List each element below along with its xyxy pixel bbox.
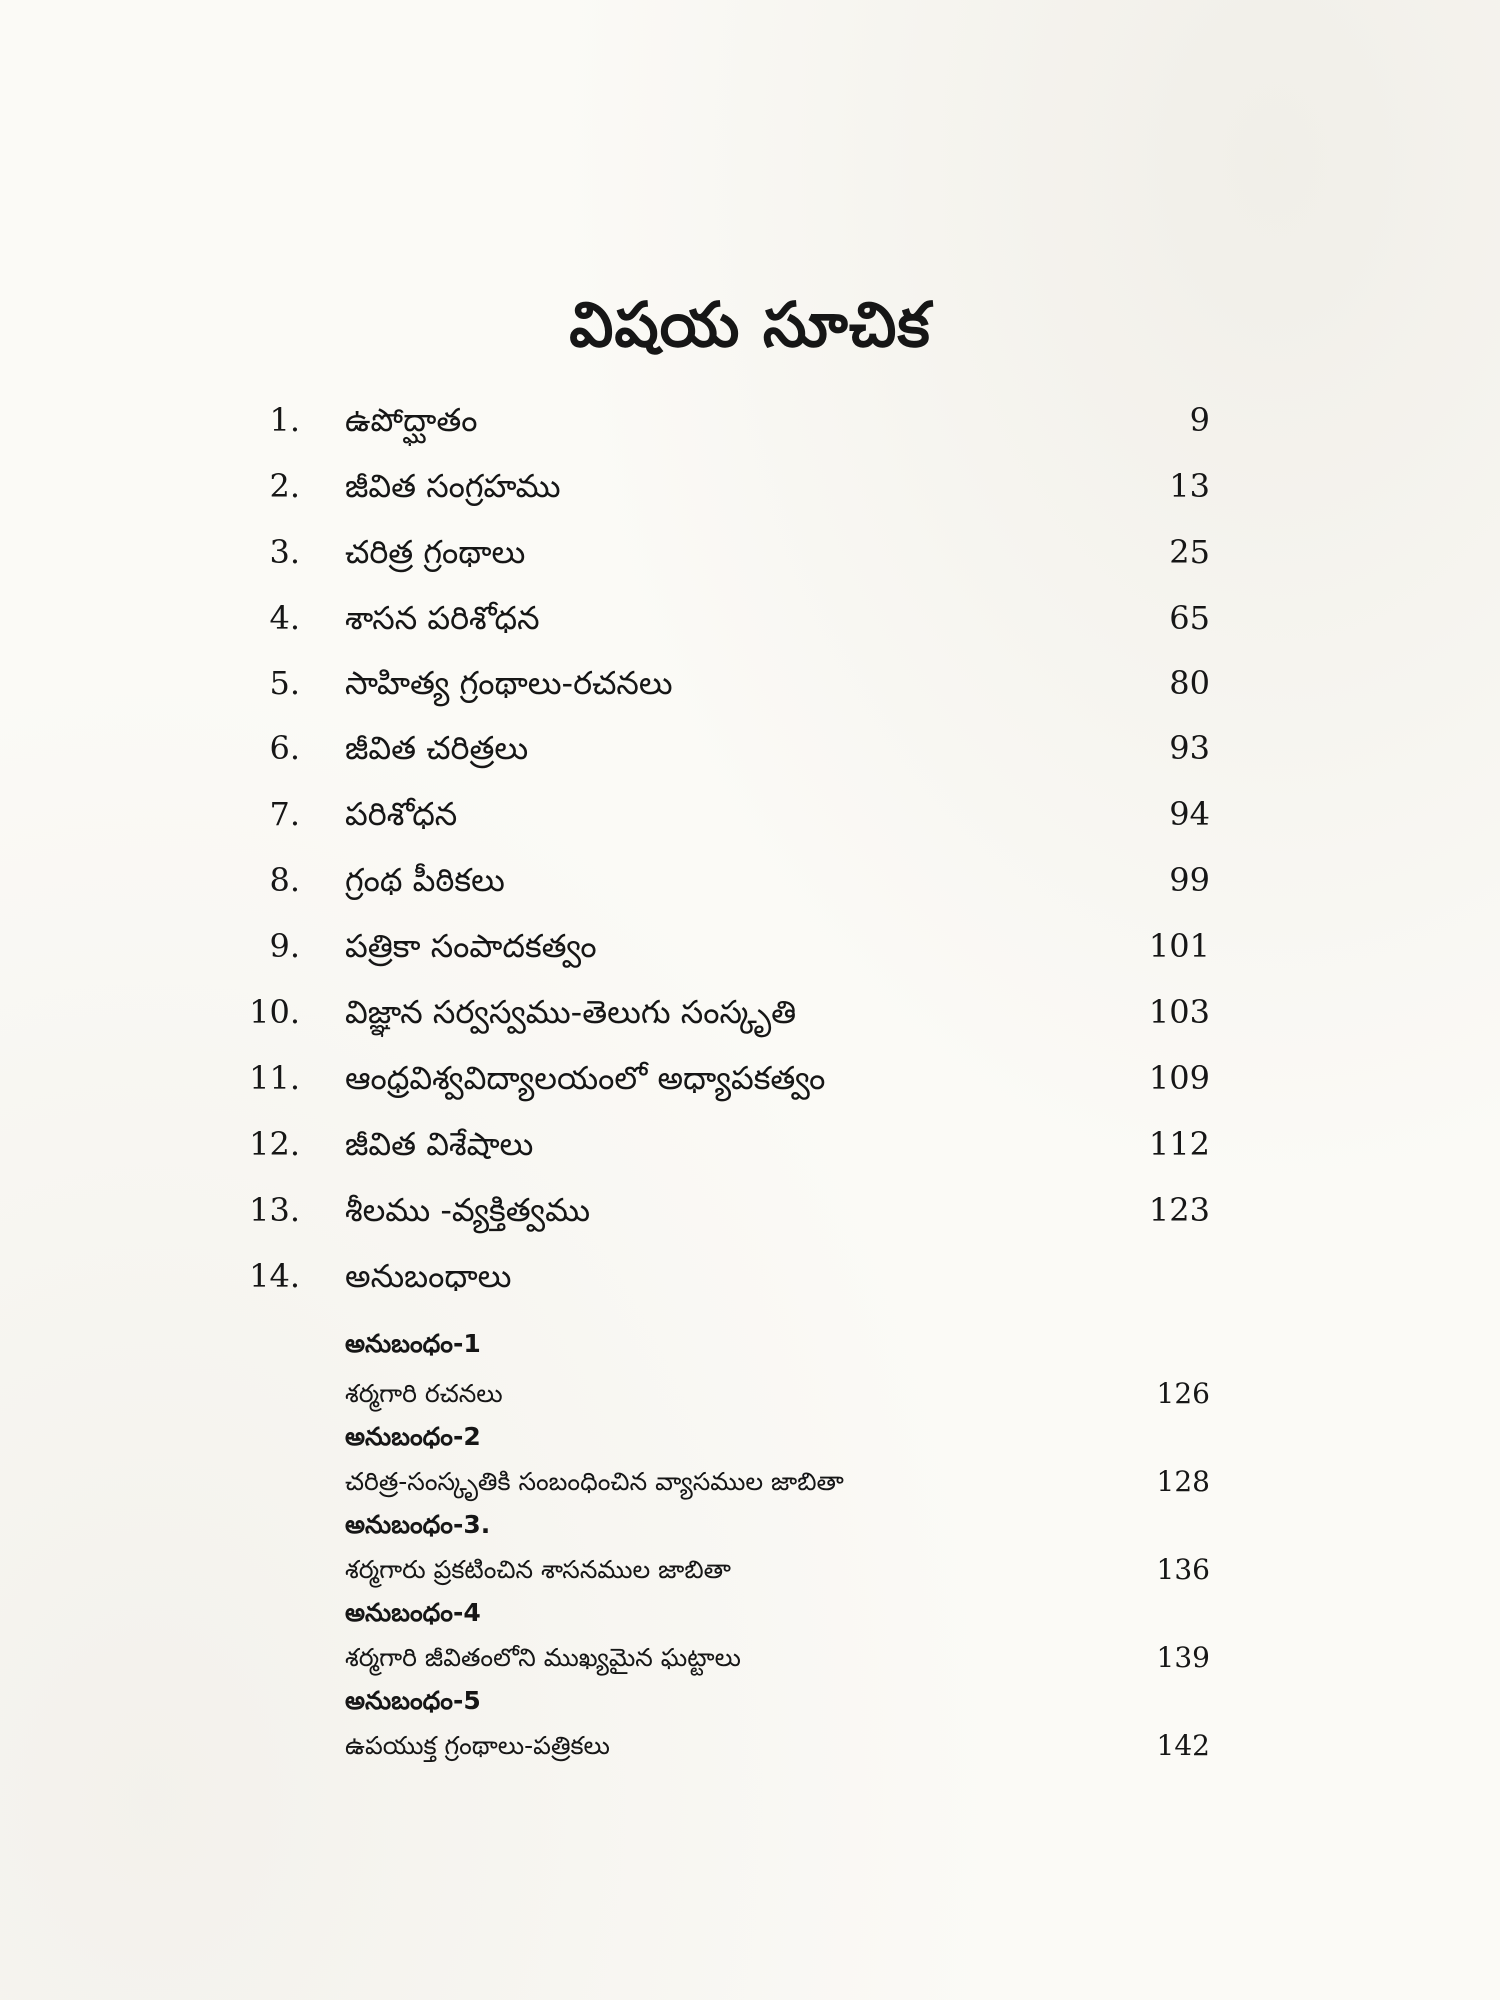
appendix-entry-2	[0, 1460, 1500, 1504]
toc-entry-13	[0, 1182, 1500, 1238]
entry-page: 101	[1148, 927, 1210, 965]
toc-entry-2	[0, 458, 1500, 514]
entry-page: 93	[1169, 729, 1210, 767]
entry-number: 14.	[249, 1257, 300, 1295]
appendix-entry-3	[0, 1548, 1500, 1592]
entry-title: చరిత్ర గ్రంథాలు	[345, 533, 526, 571]
entry-title: ఉపోద్ఘాతం	[345, 401, 478, 439]
entry-number: 9.	[269, 927, 300, 965]
entry-page: 65	[1169, 599, 1210, 637]
entry-title: జీవిత విశేషాలు	[345, 1125, 534, 1163]
appendix-page: 136	[1156, 1553, 1210, 1586]
appendix-heading: అనుబంధం-2	[345, 1422, 481, 1451]
toc-entry-3	[0, 524, 1500, 580]
appendix-entry-5	[0, 1724, 1500, 1768]
entry-page: 94	[1169, 795, 1210, 833]
appendix-heading-4	[0, 1591, 1500, 1635]
entry-number: 11.	[249, 1059, 300, 1097]
appendix-page: 139	[1156, 1641, 1210, 1674]
appendix-title: శర్మగారి రచనలు	[345, 1379, 503, 1408]
entry-page: 80	[1169, 664, 1210, 702]
entry-title: పత్రికా సంపాదకత్వం	[345, 927, 597, 965]
entry-title: పరిశోధన	[345, 795, 458, 833]
appendix-title: ఉపయుక్త గ్రంథాలు-పత్రికలు	[345, 1731, 610, 1760]
entry-title: శాసన పరిశోధన	[345, 599, 540, 637]
entry-title: అనుబంధాలు	[345, 1257, 512, 1295]
entry-page: 112	[1148, 1125, 1210, 1163]
entry-title: జీవిత సంగ్రహము	[345, 467, 561, 505]
appendix-heading: అనుబంధం-3.	[345, 1510, 491, 1539]
toc-entry-6	[0, 720, 1500, 776]
entry-number: 5.	[269, 664, 300, 702]
appendix-entry-4	[0, 1636, 1500, 1680]
toc-entry-5	[0, 655, 1500, 711]
entry-page: 109	[1148, 1059, 1210, 1097]
entry-title: ఆంధ్రవిశ్వవిద్యాలయంలో అధ్యాపకత్వం	[345, 1059, 826, 1097]
entry-page: 9	[1189, 401, 1210, 439]
entry-number: 10.	[249, 993, 300, 1031]
entry-number: 3.	[269, 533, 300, 571]
entry-page: 13	[1169, 467, 1210, 505]
appendix-heading-3	[0, 1503, 1500, 1547]
toc-entry-4	[0, 590, 1500, 646]
toc-entry-12	[0, 1116, 1500, 1172]
appendix-entry-1	[0, 1372, 1500, 1416]
entry-number: 12.	[249, 1125, 300, 1163]
toc-entry-7	[0, 786, 1500, 842]
entry-number: 2.	[269, 467, 300, 505]
appendix-heading: అనుబంధం-5	[345, 1686, 481, 1715]
entry-number: 13.	[249, 1191, 300, 1229]
toc-entry-14	[0, 1248, 1500, 1304]
appendix-heading-5	[0, 1679, 1500, 1723]
appendix-title: శర్మగారు ప్రకటించిన శాసనముల జాబితా	[345, 1555, 731, 1584]
entry-title: విజ్ఞాన సర్వస్వము-తెలుగు సంస్కృతి	[345, 993, 797, 1031]
entry-page: 123	[1148, 1191, 1210, 1229]
appendix-page: 126	[1156, 1377, 1210, 1410]
appendix-page: 128	[1156, 1465, 1210, 1498]
entry-number: 1.	[269, 401, 300, 439]
entry-page: 103	[1148, 993, 1210, 1031]
appendix-heading-2	[0, 1415, 1500, 1459]
toc-entry-11	[0, 1050, 1500, 1106]
entry-page: 25	[1169, 533, 1210, 571]
toc-entry-1	[0, 392, 1500, 448]
entry-title: శీలము -వ్యక్తిత్వము	[345, 1191, 591, 1229]
appendix-title: శర్మగారి జీవితంలోని ముఖ్యమైన ఘట్టాలు	[345, 1643, 741, 1672]
toc-entry-10	[0, 984, 1500, 1040]
appendix-heading: అనుబంధం-4	[345, 1598, 481, 1627]
entry-title: సాహిత్య గ్రంథాలు-రచనలు	[345, 664, 673, 702]
toc-entry-8	[0, 852, 1500, 908]
entry-number: 7.	[269, 795, 300, 833]
appendix-heading-1	[0, 1322, 1500, 1366]
appendix-title: చరిత్ర-సంస్కృతికి సంబంధించిన వ్యాసముల జాబితా	[345, 1467, 844, 1496]
appendix-heading: అనుబంధం-1	[345, 1329, 481, 1358]
appendix-page: 142	[1156, 1729, 1210, 1762]
page-title: విషయ సూచిక	[569, 288, 931, 361]
entry-number: 8.	[269, 861, 300, 899]
entry-page: 99	[1169, 861, 1210, 899]
entry-title: జీవిత చరిత్రలు	[345, 729, 529, 767]
entry-number: 4.	[269, 599, 300, 637]
toc-entry-9	[0, 918, 1500, 974]
entry-title: గ్రంథ పీఠికలు	[345, 861, 505, 899]
entry-number: 6.	[269, 729, 300, 767]
